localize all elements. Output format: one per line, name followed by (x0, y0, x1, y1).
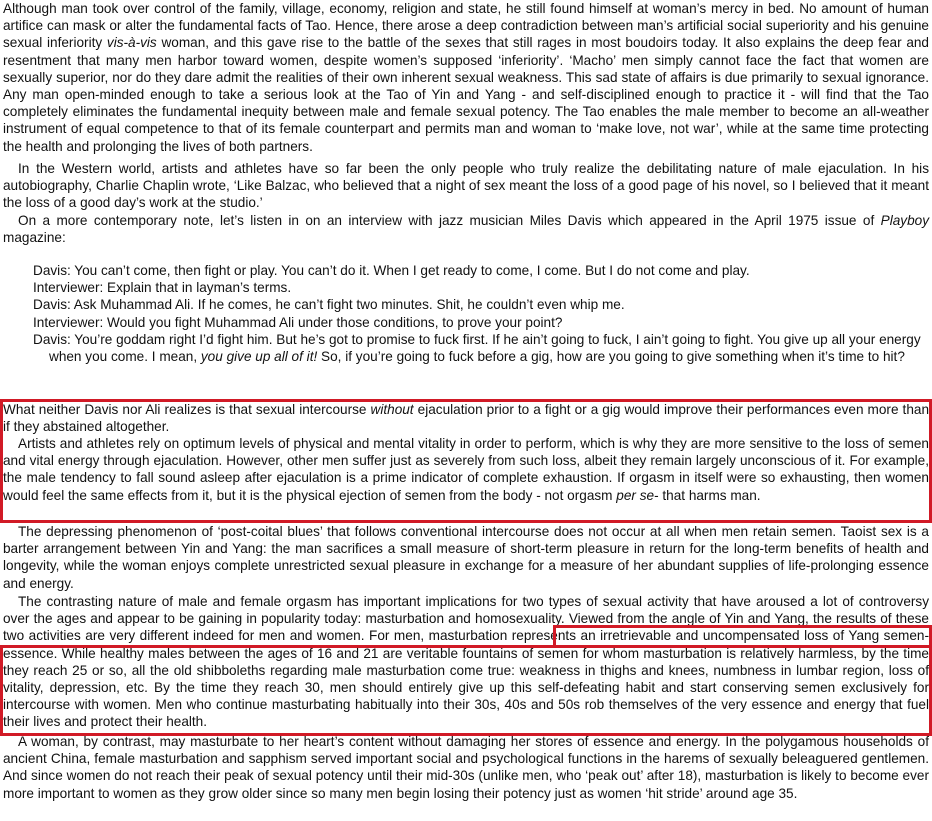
dialogue-line: Interviewer: Would you fight Muhammad Ali under those conditions, to prove your point? (33, 314, 563, 330)
emphasis: you give up all of it! (200, 349, 318, 365)
text-run: The depressing phenomenon of ‘post-coital blues’ that follows conventional intercourse does not occur at all when men retain semen. Taoist sex is a barter arrangement between Yin and Yang: the man sacrifices a small measure of short-term pleasure in return for the long-term benefits of health and longevity, while the woman enjoys complete unrestricted sexual pleasure in exchange for a measure of her abundant supplies of life-prolonging essence and energy. (3, 524, 929, 591)
paragraph-woman (3, 733, 929, 802)
text-run: Artists and athletes rely on optimum levels of physical and mental vitality in order to perform, which is why they are more sensitive to the loss of semen and vital energy through ejaculation. However, other men suffer just as severely from such loss, albeit they remain largely unconscious of it. For example, the male tendency to fall sound asleep after ejaculation is a prime indicator of complete exhaustion. If orgasm in itself were so exhausting, then women would feel the same effects from it, but it is the physical ejection of semen from the body - not orgasm (3, 436, 929, 503)
paragraph-masturbation (3, 593, 929, 731)
text-run: A woman, by contrast, may masturbate to her heart’s content without damaging her stores of essence and energy. In the polygamous households of ancient China, female masturbation and sapphism served important social and psychological functions in the harems of sexually beleaguered gentlemen. And since women do not reach their peak of sexual potency until their mid-30s (unlike men, who ‘peak out’ after 18), masturbation is likely to become ever more important to women as they grow older since so many men begin losing their potency just as women ‘hit stride’ around age 35. (3, 734, 929, 801)
paragraph-tao-intro (3, 0, 929, 155)
emphasis: without (370, 402, 414, 417)
text-run: - that harms man. (654, 487, 761, 503)
text-run: So, if you’re going to fuck before a gig, how are you going to give something when it’s time to hit? (317, 349, 905, 365)
dialogue-line: Davis: Ask Muhammad Ali. If he comes, he can’t fight two minutes. Shit, he couldn’t even whip me. (33, 297, 625, 313)
text-run: ejaculation prior to a fight or a gig would improve their performances even more than if they abstained altogether. (3, 402, 930, 435)
emphasis: vis-à-vis (106, 35, 157, 51)
text-run: For men, masturbation represents an irretrievable and uncompensated loss of Yang semen-essence. While healthy males between the ages of 16 and 21 are veritable fountains of semen for whom masturbation is relatively harmless, by the time they reach 25 or so, all the old shibboleths regarding male masturbation come true: weakness in thighs and knees, numbness in lumbar region, loss of vitality, depression, etc. By the time they reach 30, men should entirely give up this self-defeating habit and start conserving semen exclusively for intercourse with women. Men who continue masturbating habitually into their 30s, 40s and 50s rob themselves of the very essence and energy that fuel their lives and protect their health. (3, 628, 929, 730)
text-run: On a more contemporary note, let’s listen in on an interview with jazz musician Miles Davis which appeared in the April 1975 issue of (18, 213, 881, 228)
paragraph-artists-athletes (3, 435, 929, 504)
dialogue-line: Interviewer: Explain that in layman’s terms. (33, 280, 292, 296)
paragraph-davis-ali (3, 401, 929, 435)
text-run: Davis: You’re goddam right I’d fight him. But he’s got to promise to fuck first. If he ain’t going to fuck, I ain’t going to fight. You give up all your energy when you come. I mean, (33, 331, 921, 365)
text-run: woman, and this gave rise to the battle of the sexes that still rages in most boudoirs today. It also explains the deep fear and resentment that many men harbor toward women, despite women’s supposed ‘inferiority’. ‘Macho’ men simply cannot face the fact that women are sexually superior, nor do they dare admit the realities of their own inherent sexual weakness. This sad state of affairs is due primarily to sexual ignorance. Any man open-minded enough to take a serious look at the Tao of Yin and Yang - and self-disciplined enough to practice it - will find that the Tao completely eliminates the fundamental inequity between male and female sexual potency. The Tao enables the male member to become an all-weather instrument of equal competence to that of its female counterpart and permits man and woman to ‘make love, not war’, while at the same time protecting the health and prolonging the lives of both partners. (3, 35, 929, 154)
text-run: Although man took over control of the family, village, economy, religion and state, he still found himself at woman’s mercy in bed. No amount of human artifice can mask or alter the fundamental facts of Tao. Hence, there arose a deep contradiction between man’s artificial social superiority and his genuine sexual inferiority (3, 1, 929, 51)
interview-dialogue (33, 262, 928, 365)
emphasis: Playboy (880, 213, 929, 228)
paragraph-chaplin (3, 160, 929, 212)
dialogue-line (33, 331, 928, 365)
emphasis: per se (616, 487, 655, 503)
paragraph-post-coital (3, 523, 929, 592)
text-run: The contrasting nature of male and female orgasm has important implications for two types of sexual activity that have aroused a lot of controversy over the ages and appear to be gaining in popularity today: masturbation and homosexuality. Viewed from the angle of Yin and Yang, the results of these two activities are very different indeed for men and women. (3, 594, 929, 644)
text-run: magazine: (3, 230, 66, 246)
text-run: In the Western world, artists and athletes have so far been the only people who truly realize the debilitating nature of male ejaculation. In his autobiography, Charlie Chaplin wrote, ‘Like Balzac, who believed that a night of sex meant the loss of a good page of his novel, so I believed that it meant the loss of a good day’s work at the studio.’ (3, 161, 929, 211)
dialogue-line: Davis: You can’t come, then fight or play. You can’t do it. When I get ready to come, I come. But I do not come and play. (33, 263, 750, 278)
paragraph-davis-intro (3, 212, 929, 246)
text-run: What neither Davis nor Ali realizes is that sexual intercourse (3, 402, 371, 417)
